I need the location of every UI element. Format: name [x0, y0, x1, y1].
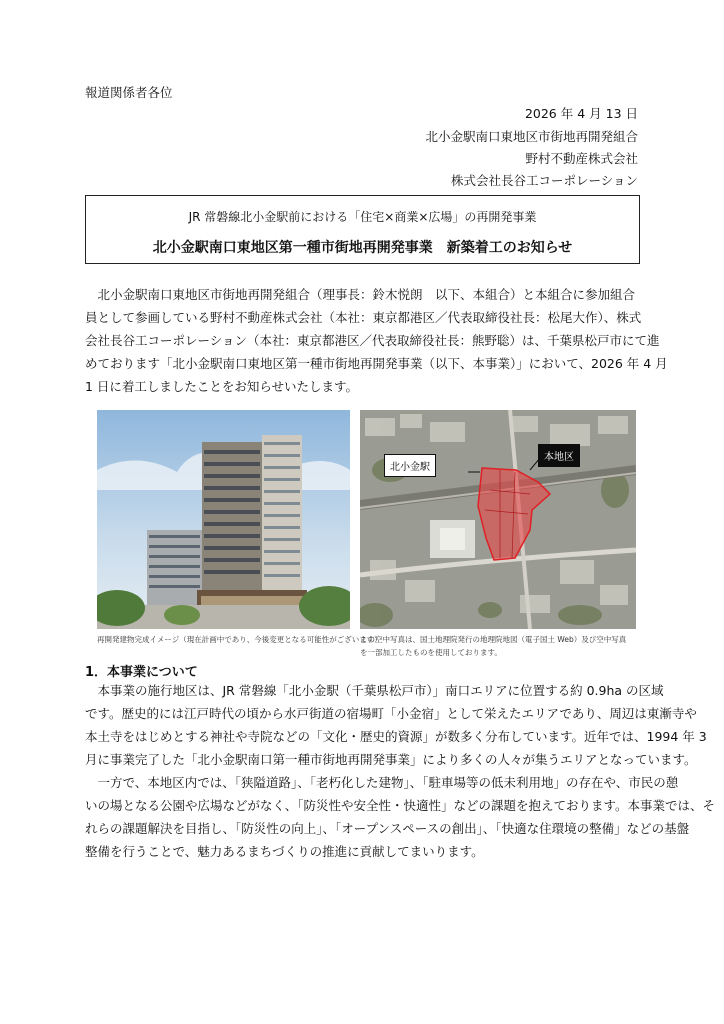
section-line: 月に事業完了した「北小金駅南口第一種市街地再開発事業」により多くの人々が集うエリアとなっています。: [85, 752, 697, 767]
section-line: 本事業の施行地区は、JR 常磐線「北小金駅（千葉県松戸市）」南口エリアに位置する約 0.9ha の区域: [85, 683, 664, 698]
section-line: 整備を行うことで、魅力あるまちづくりの推進に貢献してまいります。: [85, 844, 484, 859]
section-paragraph: [85, 679, 716, 863]
building-rendering-image: [97, 410, 350, 629]
intro-paragraph: [85, 283, 668, 398]
aerial-map-image: [360, 410, 636, 629]
section-heading: 1．本事業について: [85, 665, 198, 680]
photo-caption: 再開発建物完成イメージ（現在計画中であり、今後変更となる可能性がございます）: [97, 635, 382, 644]
intro-line: 会社長谷工コーポレーション（本社：東京都港区／代表取締役社長：熊野聡）は、千葉県松戸市にて進: [85, 333, 660, 348]
intro-line: めております「北小金駅南口東地区第一種市街地再開発事業（以下、本事業）」において、2026 年 4 月: [85, 356, 668, 371]
intro-line: 員として参画している野村不動産株式会社（本社：東京都港区／代表取締役社長：松尾大作）、株式: [85, 310, 642, 325]
addressee: 報道関係者各位: [85, 85, 173, 100]
release-date: 2026 年 4 月 13 日: [524, 106, 638, 121]
map-caption-line: を一部加工したものを使用しております。: [360, 648, 502, 657]
section-line: です。歴史的には江戸時代の頃から水戸街道の宿場町「小金宿」として栄えたエリアであり、周辺は東漸寺や: [85, 706, 697, 721]
section-line: いの場となる公園や広場などがなく、「防災性や安全性・快適性」などの課題を抱えております。本事業では、そ: [85, 798, 716, 813]
release-title: 北小金駅南口東地区第一種市街地再開発事業 新築着工のお知らせ: [152, 240, 573, 256]
issuer-union: 北小金駅南口東地区市街地再開発組合: [425, 129, 638, 144]
issuer-nomura: 野村不動産株式会社: [525, 151, 638, 166]
map-label-station: 北小金駅: [384, 454, 436, 477]
section-line: 一方で、本地区内では、「狭隘道路」、「老朽化した建物」、「駐車場等の低未利用地」の存在や、市民の憩: [85, 775, 679, 790]
release-subtitle: JR 常磐線北小金駅前における「住宅×商業×広場」の再開発事業: [188, 210, 537, 224]
intro-line: 北小金駅南口東地区市街地再開発組合（理事長：鈴木悦朗 以下、本組合）と本組合に参加組合: [85, 287, 636, 302]
issuer-haseko: 株式会社長谷工コーポレーション: [450, 173, 638, 188]
intro-line: 1 日に着工しましたことをお知らせいたします。: [85, 379, 359, 394]
title-box: [85, 195, 640, 264]
map-label-site: 本地区: [538, 444, 580, 467]
section-line: れらの課題解決を目指し、「防災性の向上」、「オープンスペースの創出」、「快適な住環境の整備」などの基盤: [85, 821, 690, 836]
section-line: 本土寺をはじめとする神社や寺院などの「文化・歴史的資源」が数多く分布しています。近年では、1994 年 3: [85, 729, 707, 744]
map-caption-line: この空中写真は、国土地理院発行の地理院地図（電子国土 Web）及び空中写真: [360, 635, 627, 644]
